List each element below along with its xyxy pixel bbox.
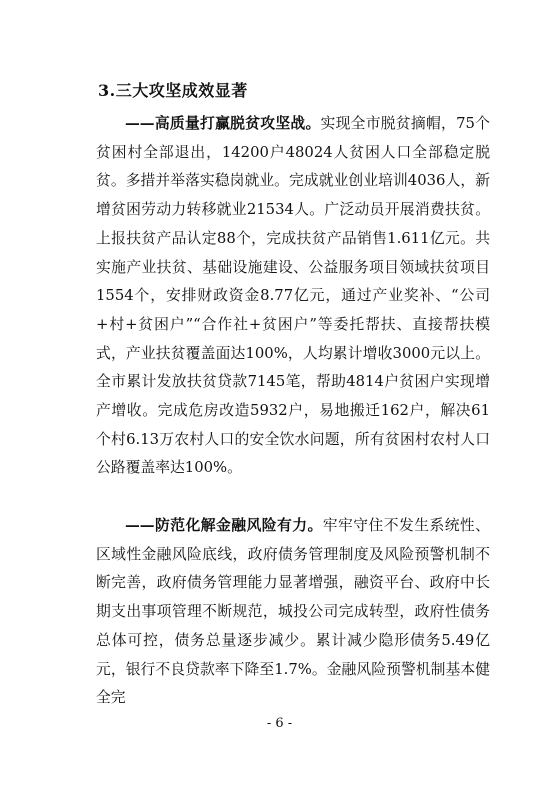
- paragraph-body: 牢牢守住不发生系统性、区域性金融风险底线，政府债务管理制度及风险预警机制不断完善，政府债务管理能力显著增强，融资平台、政府中长期支出事项管理不断规范，城投公司完成转型，政府性债务总体可控，债务总量逐步减少。累计减少隐形债务5.49亿元，银行不良贷款率下降至1.7%。金融风险预警机制基本健全完: [96, 517, 490, 707]
- paragraph-lead-heading: ——高质量打赢脱贫攻坚战。: [125, 115, 321, 132]
- paragraph-financial-risk: [96, 512, 490, 713]
- section-heading: 3.三大攻坚成效显著: [98, 81, 248, 100]
- paragraph-lead-heading: ——防范化解金融风险有力。: [125, 517, 323, 534]
- paragraph-body: 实现全市脱贫摘帽，75个贫困村全部退出，14200户48024人贫困人口全部稳定脱贫。多措并举落实稳岗就业。完成就业创业培训4036人，新增贫困劳动力转移就业21534人。广泛动员开展消费扶贫。上报扶贫产品认定88个，完成扶贫产品销售1.611亿元。共实施产业扶贫、基础设施建设、公益服务项目领域扶贫项目1554个，安排财政资金8.77亿元，通过产业奖补、“公司+村+贫困户”“合作社+贫困户”等委托帮扶、直接帮扶模式，产业扶贫覆盖面达100%，人均累计增收3000元以上。全市累计发放扶贫贷款7145笔，帮助4814户贫困户实现增产增收。完成危房改造5932户，易地搬迁162户，解决61个村6.13万农村人口的安全饮水问题，所有贫困村农村人口公路覆盖率达100%。: [96, 115, 490, 477]
- page-number: - 6 -: [266, 716, 293, 731]
- paragraph-poverty-alleviation: [96, 110, 490, 483]
